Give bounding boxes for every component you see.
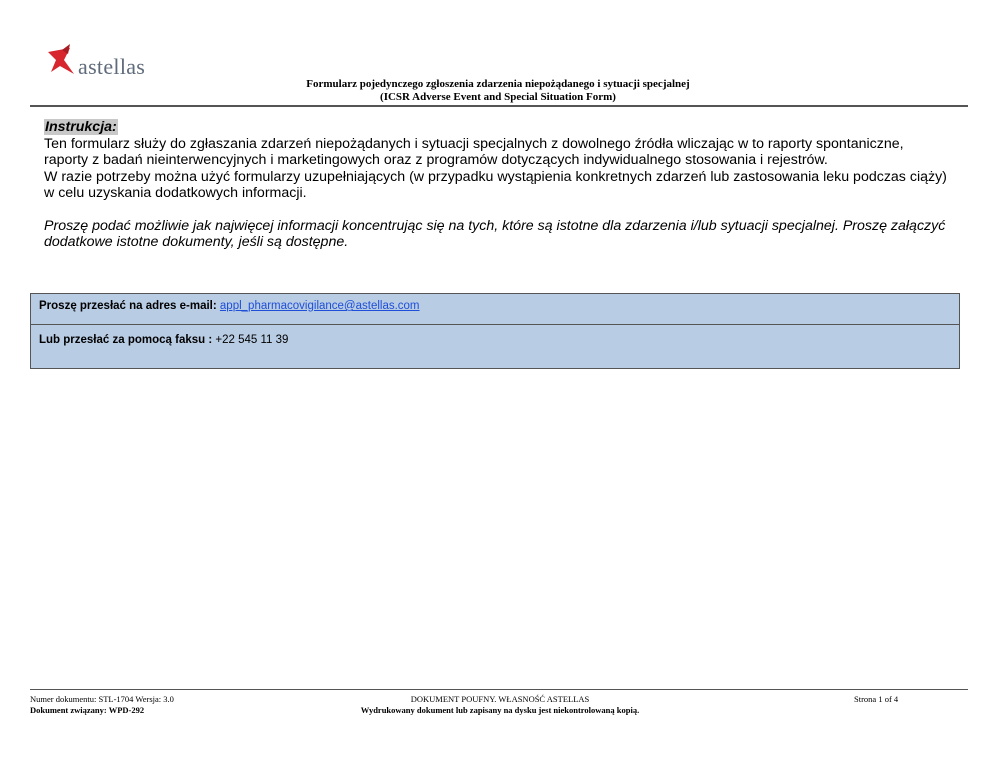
email-label: Proszę przesłać na adres e-mail:	[39, 300, 217, 312]
astellas-logo	[48, 44, 168, 80]
email-row	[31, 300, 959, 312]
instructions-paragraph-1: Ten formularz służy do zgłaszania zdarzeń niepożądanych i sytuacji specjalnych z dowolnego źródła wliczając w to raporty spontaniczne, raporty z badań nieinterwencyjnych i marketingowych oraz z programów dotyczących indywidualnego stosowania i rejestrów.	[44, 135, 904, 168]
footer-confidential: DOKUMENT POUFNY. WŁASNOŚĆ ASTELLAS	[410, 694, 590, 704]
contact-row-divider	[31, 324, 959, 325]
form-title-english: (ICSR Adverse Event and Special Situation Form)	[380, 91, 616, 103]
footer-uncontrolled: Wydrukowany dokument lub zapisany na dysku jest niekontrolowaną kopią.	[360, 705, 640, 715]
email-link[interactable]: appl_pharmacovigilance@astellas.com	[219, 300, 420, 312]
footer-divider	[30, 689, 968, 690]
form-title	[200, 78, 796, 104]
instructions-paragraph-3: Proszę podać możliwie jak najwięcej informacji koncentrując się na tych, które są istotne dla zdarzenia i/lub sytuacji specjalnej. Proszę załączyć dodatkowe istotne dokumenty, jeśli są dostępne.	[44, 217, 946, 250]
footer-doc-info	[30, 694, 174, 716]
footer-page-number: Strona 1 of 4	[854, 694, 899, 704]
footer-related-label: Dokument związany	[30, 705, 104, 715]
footer-doc-number: Numer dokumentu: STL-1704 Wersja: 3.0	[30, 694, 174, 704]
header-divider	[30, 105, 968, 107]
instructions-paragraph-2: W razie potrzeby można użyć formularzy uzupełniających (w przypadku wystąpienia konkretnych zdarzeń lub zastosowania leku podczas ciąży) w celu uzyskania dodatkowych informacji.	[44, 168, 947, 201]
fax-label: Lub przesłać za pomocą faksu :	[39, 334, 213, 346]
logo-text: astellas	[78, 54, 146, 79]
fax-number: +22 545 11 39	[215, 334, 289, 346]
fax-row	[31, 334, 959, 346]
footer-confidentiality	[270, 694, 730, 716]
instructions-section	[44, 119, 949, 251]
form-title-polish: Formularz pojedynczego zgłoszenia zdarzenia niepożądanego i sytuacji specjalnej	[306, 78, 690, 90]
contact-box	[30, 293, 960, 369]
footer-related-doc	[30, 705, 174, 716]
footer-related-value: : WPD-292	[103, 705, 145, 715]
instructions-heading: Instrukcja:	[45, 119, 117, 135]
